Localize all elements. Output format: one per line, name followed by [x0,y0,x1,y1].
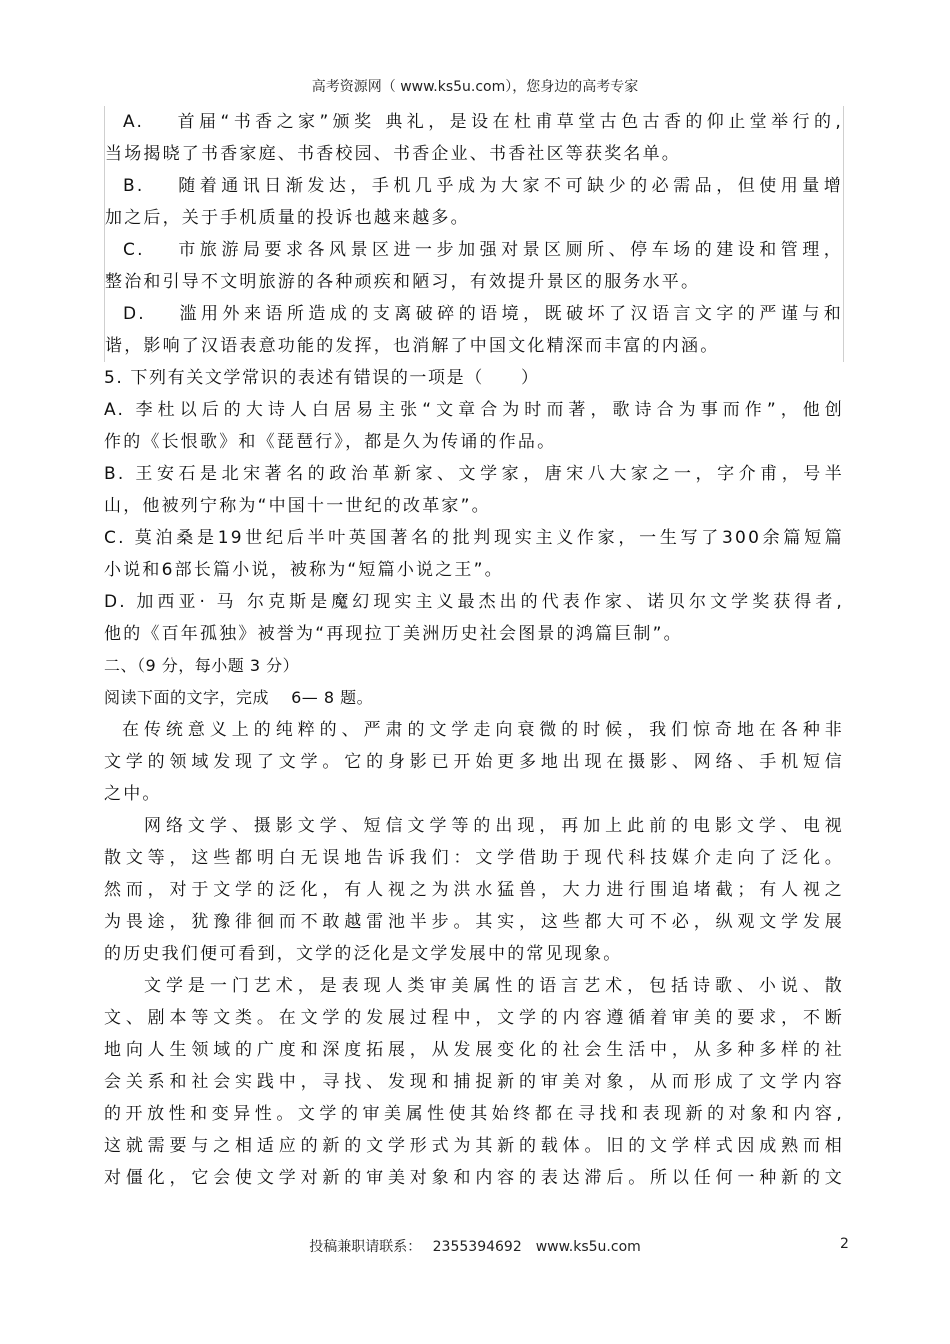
text-line: 网络文学、摄影文学、短信文学等的出现，再加上此前的电影文学、电视 [144,816,844,836]
text-line: A. 李杜以后的大诗人白居易主张“文章合为时而著，歌诗合为事而作”，他创 [104,400,844,420]
q5-option-c [104,522,844,586]
question-5-stem: 5. 下列有关文学常识的表述有错误的一项是（ ） [104,368,540,388]
section-heading: 二、（9 分，每小题 3 分） [104,656,300,675]
text-line: 文学是一门艺术，是表现人类审美属性的语言艺术，包括诗歌、小说、散 [144,976,844,996]
text-line: 小说和6部长篇小说，被称为“短篇小说之王”。 [104,560,504,580]
text-line: 谐，影响了汉语表意功能的发挥，也消解了中国文化精深而丰富的内涵。 [105,336,720,356]
text-line: C. 莫泊桑是19世纪后半叶英国著名的批判现实主义作家，一生写了300余篇短篇 [104,528,844,548]
text-line: C. 市旅游局要求各风景区进一步加强对景区厕所、停车场的建设和管理， [123,240,843,260]
passage-paragraph-2 [104,810,844,970]
text-line: 这就需要与之相适应的新的文学形式为其新的载体。旧的文学样式因成熟而相 [104,1136,844,1156]
text-line: 在传统意义上的纯粹的、严肃的文学走向衰微的时候，我们惊奇地在各种非 [122,720,844,740]
q5-option-d [104,586,844,650]
passage-paragraph-1 [104,714,844,810]
q5-option-a [104,394,844,458]
text-line: 文学的领域发现了文学。它的身影已开始更多地出现在摄影、网络、手机短信 [104,752,844,772]
text-line: 然而，对于文学的泛化，有人视之为洪水猛兽，大力进行围追堵截；有人视之 [104,880,844,900]
footer-contact: 投稿兼职请联系： 2355394692 www.ks5u.com [309,1239,641,1255]
text-line: 整治和引导不文明旅游的各种顽疾和陋习，有效提升景区的服务水平。 [105,272,701,292]
text-line: D. 滥用外来语所造成的支离破碎的语境，既破坏了汉语言文字的严谨与和 [123,304,843,324]
text-line: D. 加西亚· 马 尔克斯是魔幻现实主义最杰出的代表作家、诺贝尔文学奖获得者, [104,592,844,612]
text-line: 为畏途，犹豫徘徊而不敢越雷池半步。其实，这些都大可不必，纵观文学发展 [104,912,844,932]
text-line: 的开放性和变异性。文学的审美属性使其始终都在寻找和表现新的对象和内容, [104,1104,844,1124]
text-line: 之中。 [104,784,162,804]
text-line: 地向人生领域的广度和深度拓展，从发展变化的社会生活中，从多种多样的社 [104,1040,844,1060]
question-4-options [104,106,844,362]
q4-option-b [105,170,843,234]
passage-paragraph-3 [104,970,844,1194]
reading-instruction: 阅读下面的文字，完成 6— 8 题。 [104,688,374,707]
text-line: A. 首届“书香之家”颁奖 典礼，是设在杜甫草堂古色古香的仰止堂举行的, [123,112,843,132]
q5-option-b [104,458,844,522]
q4-option-a [105,106,843,170]
document-body [104,106,844,1194]
text-line: 当场揭晓了书香家庭、书香校园、书香企业、书香社区等获奖名单。 [105,144,681,164]
text-line: 对僵化，它会使文学对新的审美对象和内容的表达滞后。所以任何一种新的文 [104,1168,844,1188]
text-line: B. 随着通讯日渐发达，手机几乎成为大家不可缺少的必需品，但使用量增 [123,176,843,196]
text-line: 山，他被列宁称为“中国十一世纪的改革家”。 [104,496,491,516]
text-line: 的历史我们便可看到，文学的泛化是文学发展中的常见现象。 [104,944,623,964]
text-line: 加之后，关于手机质量的投诉也越来越多。 [105,208,470,228]
text-line: 他的《百年孤独》被誉为“再现拉丁美洲历史社会图景的鸿篇巨制”。 [104,624,683,644]
text-line: 作的《长恨歌》和《琵琶行》，都是久为传诵的作品。 [104,432,557,452]
page-number: 2 [840,1236,849,1252]
q4-option-d [105,298,843,362]
text-line: 散文等，这些都明白无误地告诉我们：文学借助于现代科技媒介走向了泛化。 [104,848,844,868]
q4-option-c [105,234,843,298]
text-line: 文、剧本等文类。在文学的发展过程中，文学的内容遵循着审美的要求，不断 [104,1008,844,1028]
page-header: 高考资源网（ www.ks5u.com），您身边的高考专家 [311,79,639,95]
text-line: 会关系和社会实践中，寻找、发现和捕捉新的审美对象，从而形成了文学内容 [104,1072,844,1092]
text-line: B. 王安石是北宋著名的政治革新家、文学家，唐宋八大家之一，字介甫，号半 [104,464,844,484]
